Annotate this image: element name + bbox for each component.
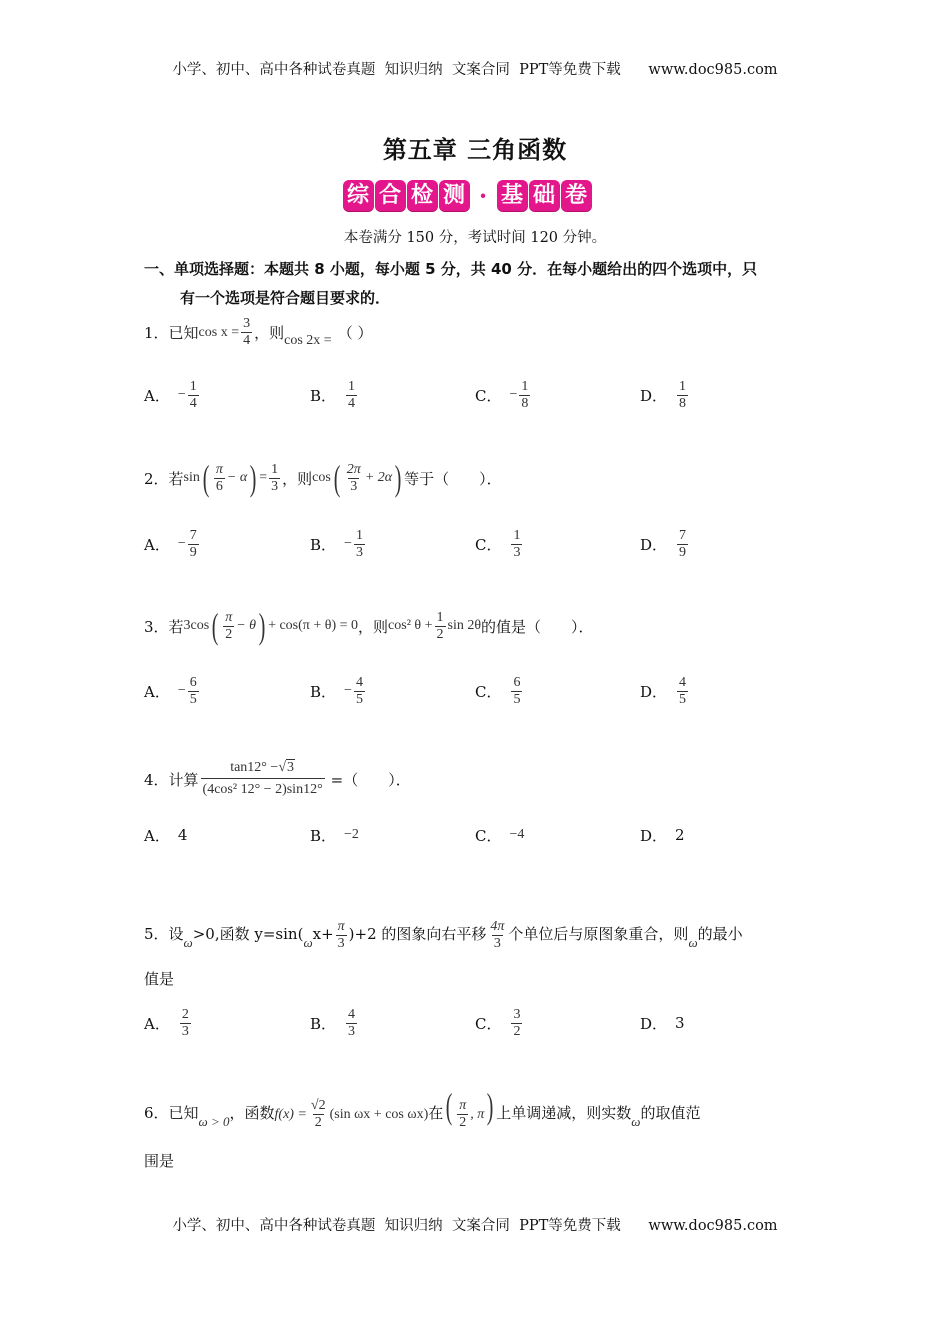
q4-tan: tan12° −	[230, 760, 279, 775]
option-label: D．	[640, 535, 668, 554]
q2-end: 等于（ ）．	[404, 469, 502, 488]
question-1	[144, 316, 372, 349]
q4-option-a[interactable]	[144, 812, 187, 858]
q3-option-c[interactable]	[475, 668, 524, 714]
paren-open: (	[333, 458, 341, 498]
q3-mid: ，则	[358, 617, 389, 636]
option-label: C．	[475, 535, 502, 554]
frac-den: 5	[679, 691, 687, 707]
frac-den: 9	[679, 544, 687, 560]
option-frac	[511, 675, 522, 708]
option-label: C．	[475, 826, 502, 845]
option-value: −4	[509, 827, 525, 842]
q2-sin: sin	[183, 470, 200, 485]
option-frac	[511, 1007, 522, 1040]
q6-sqrt2-over-2	[309, 1098, 328, 1131]
omega: ω	[303, 935, 313, 950]
frac-den: (4cos² 12° − 2)sin12°	[201, 778, 325, 801]
q6-text-3: 上单调递减，则实数	[496, 1104, 632, 1122]
option-label: A．	[144, 826, 170, 845]
frac-den: 3	[348, 1023, 356, 1039]
q2-option-d[interactable]	[640, 521, 690, 567]
paren-open: (	[445, 1086, 453, 1126]
option-value: 3	[675, 1014, 685, 1032]
frac-num: 1	[513, 527, 521, 543]
frac-num: 4	[679, 674, 687, 690]
q6-pi-over-2	[457, 1098, 468, 1131]
q3-options	[144, 668, 824, 714]
frac-num: 7	[189, 527, 197, 543]
q5-option-d[interactable]	[640, 1000, 685, 1046]
q3-pi-over-2	[223, 610, 234, 643]
option-label: C．	[475, 1014, 502, 1033]
banner-char: 检	[407, 180, 438, 211]
option-label: D．	[640, 1014, 668, 1033]
q6-text-1: ，函数	[229, 1104, 275, 1122]
frac-den: 3	[493, 935, 501, 951]
option-frac	[188, 528, 199, 561]
q4-end: =（ ）．	[330, 771, 411, 789]
option-sign: −	[509, 387, 518, 402]
q2-2pi-over-3	[345, 462, 363, 495]
q4-option-c[interactable]	[475, 812, 524, 858]
banner-char: 卷	[561, 180, 592, 211]
q5-lead: 5．设	[144, 925, 184, 943]
q6-condition: ω > 0	[198, 1114, 230, 1129]
option-frac	[188, 675, 199, 708]
q5-option-a[interactable]	[144, 1000, 193, 1046]
option-frac	[354, 675, 365, 708]
q5-text-5: 的最小	[697, 925, 743, 943]
q2-options	[144, 521, 824, 567]
frac-num: π	[215, 461, 223, 477]
question-4	[144, 758, 411, 801]
option-value: 4	[177, 826, 188, 844]
option-sign: −	[177, 536, 186, 551]
option-frac	[677, 675, 688, 708]
q3-half	[435, 610, 446, 643]
option-label: B．	[310, 682, 337, 701]
q6-text-2: 在	[428, 1104, 444, 1122]
paren-close: )	[258, 606, 266, 646]
q3-cos2: cos² θ +	[388, 618, 433, 633]
option-sign: −	[177, 683, 186, 698]
q3-option-d[interactable]	[640, 668, 690, 714]
frac-num: 6	[513, 674, 521, 690]
sqrt-sign: √	[278, 760, 286, 775]
frac-num: 3	[243, 316, 251, 331]
page-footer: 小学、初中、高中各种试卷真题 知识归纳 文案合同 PPT等免费下载 www.doc985.com	[172, 1218, 778, 1234]
q5-text-2: x+	[312, 925, 334, 943]
paren-open: (	[202, 458, 210, 498]
q4-lead: 4．计算	[144, 771, 199, 789]
question-2	[144, 460, 502, 496]
option-label: A．	[144, 682, 170, 701]
option-frac	[354, 528, 365, 561]
q3-option-a[interactable]	[144, 668, 201, 714]
frac-den: 9	[189, 544, 197, 560]
option-label: A．	[144, 535, 170, 554]
paren-close: )	[394, 458, 402, 498]
frac-den: 6	[215, 478, 223, 494]
q4-option-b[interactable]	[310, 812, 359, 858]
frac-den: 3	[513, 544, 521, 560]
banner	[342, 176, 592, 214]
q1-option-a[interactable]	[144, 372, 201, 418]
frac-num: 7	[679, 527, 687, 543]
q6-interval-end: , π	[470, 1107, 485, 1122]
q2-option-b[interactable]	[310, 521, 367, 567]
frac-den: 3	[181, 1023, 189, 1039]
frac-num: 4	[348, 1006, 356, 1022]
q6-fx: f(x) =	[274, 1107, 307, 1122]
frac-den: 5	[513, 691, 521, 707]
q1-given-lhs: cos x =	[198, 324, 240, 340]
option-frac	[677, 528, 688, 561]
banner-char: 基	[497, 180, 528, 211]
frac-den: 4	[243, 333, 251, 348]
q2-one-third	[269, 462, 280, 495]
q3-lead: 3．若	[144, 617, 184, 636]
q2-pi-over-6	[214, 462, 225, 495]
q1-blank: （ ）	[337, 324, 373, 342]
page-title: 第五章 三角函数	[382, 136, 568, 164]
omega: ω	[688, 935, 698, 950]
frac-num: 2	[181, 1006, 189, 1022]
q1-option-b[interactable]	[310, 372, 359, 418]
q5-text-6: 值是	[144, 970, 175, 988]
q2-cos: cos	[312, 470, 331, 485]
frac-den: 2	[225, 626, 233, 642]
frac-den: 5	[189, 691, 197, 707]
frac-num: 1	[521, 378, 529, 394]
banner-dot: ·	[478, 180, 488, 210]
section-line-1: 一、单项选择题：本题共 8 小题，每小题 5 分，共 40 分．在每小题给出的四个选项中，只	[144, 260, 758, 278]
option-label: D．	[640, 826, 668, 845]
frac-den: 4	[189, 395, 197, 411]
frac-num: 6	[189, 674, 197, 690]
option-frac	[677, 379, 688, 412]
q2-mid: ，则	[282, 469, 313, 488]
frac-num: 4	[355, 674, 363, 690]
banner-char: 综	[343, 180, 374, 211]
option-label: D．	[640, 386, 668, 405]
q1-lead: 1．已知	[144, 324, 199, 342]
frac-den: 3	[355, 544, 363, 560]
option-label: C．	[475, 386, 502, 405]
q3-end: 的值是（ ）．	[481, 617, 594, 636]
option-frac	[188, 379, 199, 412]
frac-num: 2π	[346, 461, 361, 477]
option-frac	[519, 379, 530, 412]
frac-den: 2	[314, 1114, 322, 1130]
section-line-2: 有一个选项是符合题目要求的．	[180, 289, 391, 307]
option-frac	[346, 1007, 357, 1040]
frac-den: 3	[337, 935, 345, 951]
frac-den: 8	[679, 395, 687, 411]
q6-text-4: 的取值范	[640, 1104, 701, 1122]
q6-body: (sin ωx + cos ωx)	[329, 1107, 429, 1122]
frac-num	[228, 758, 297, 778]
q5-options	[144, 1000, 824, 1046]
q5-text-3: )+2 的图象向右平移	[348, 925, 487, 943]
sqrt-arg: 3	[287, 760, 294, 775]
q4-expression	[201, 758, 325, 801]
page-header: 小学、初中、高中各种试卷真题 知识归纳 文案合同 PPT等免费下载 www.doc985.com	[172, 62, 778, 78]
q1-given-frac	[241, 316, 252, 349]
omega: ω	[631, 1114, 641, 1129]
option-label: A．	[144, 1014, 170, 1033]
q2-lead: 2．若	[144, 469, 184, 488]
q2-option-a[interactable]	[144, 521, 201, 567]
q1-mid: ，则	[254, 324, 285, 342]
frac-num: 1	[436, 609, 444, 625]
option-label: D．	[640, 682, 668, 701]
q6-text-5: 围是	[144, 1152, 175, 1170]
question-3	[144, 608, 594, 644]
banner-char: 础	[529, 180, 560, 211]
q4-option-d[interactable]	[640, 812, 685, 858]
exam-notice: 本卷满分 150 分，考试时间 120 分钟。	[343, 230, 607, 246]
frac-num: 1	[189, 378, 197, 394]
frac-num: 1	[679, 378, 687, 394]
q3-minus-theta: − θ	[236, 618, 257, 633]
frac-num: π	[337, 918, 345, 934]
option-sign: −	[344, 536, 352, 551]
option-label: B．	[310, 386, 337, 405]
q1-options	[144, 372, 824, 418]
paren-close: )	[249, 458, 257, 498]
option-label: B．	[310, 1014, 337, 1033]
q1-target: cos 2x =	[284, 332, 332, 348]
question-6	[144, 1088, 804, 1184]
frac-den: 3	[271, 478, 279, 494]
frac-den: 2	[459, 1114, 467, 1130]
banner-char: 合	[375, 180, 406, 211]
option-frac	[511, 528, 522, 561]
option-value: 2	[675, 826, 685, 844]
frac-num: 1	[348, 378, 356, 394]
option-label: C．	[475, 682, 502, 701]
q1-option-c[interactable]	[475, 372, 532, 418]
frac-num: 1	[355, 527, 363, 543]
option-label: A．	[144, 386, 170, 405]
q3-3cos: 3cos	[183, 618, 210, 633]
q5-option-b[interactable]	[310, 1000, 359, 1046]
q2-minus-alpha: − α	[226, 470, 248, 485]
frac-num: π	[225, 609, 233, 625]
frac-num: √2	[310, 1097, 326, 1113]
option-label: B．	[310, 535, 337, 554]
frac-den: 3	[350, 478, 358, 494]
omega: ω	[183, 935, 193, 950]
q1-option-d[interactable]	[640, 372, 690, 418]
q2-eq: =	[259, 470, 268, 485]
q6-lead: 6．已知	[144, 1104, 199, 1122]
paren-open: (	[211, 606, 219, 646]
q5-option-c[interactable]	[475, 1000, 524, 1046]
section-heading	[144, 255, 814, 313]
question-5	[144, 912, 804, 1001]
frac-num: 1	[271, 461, 279, 477]
banner-char: 测	[439, 180, 470, 211]
paren-close: )	[486, 1086, 494, 1126]
frac-den: 2	[513, 1023, 521, 1039]
q3-sin2theta: sin 2θ	[447, 618, 482, 633]
frac-den: 4	[348, 395, 356, 411]
q2-plus-2alpha: + 2α	[364, 470, 393, 485]
q5-pi-over-3	[336, 919, 347, 952]
q3-eq-part: + cos(π + θ) = 0	[268, 618, 359, 633]
q2-option-c[interactable]	[475, 521, 524, 567]
q5-text-1: >0,函数 y=sin(	[192, 925, 304, 943]
q3-option-b[interactable]	[310, 668, 367, 714]
q5-4pi-over-3	[488, 919, 506, 952]
frac-num: 3	[513, 1006, 521, 1022]
option-sign: −	[344, 683, 352, 698]
option-frac	[180, 1007, 191, 1040]
option-value: −2	[344, 827, 359, 842]
q4-options	[144, 812, 824, 858]
option-label: B．	[310, 826, 337, 845]
frac-den: 5	[355, 691, 363, 707]
frac-num: 4π	[490, 918, 505, 934]
frac-den: 2	[436, 626, 444, 642]
option-frac	[346, 379, 357, 412]
frac-den: 8	[521, 395, 529, 411]
frac-num: π	[459, 1097, 467, 1113]
q5-text-4: 个单位后与原图象重合，则	[508, 925, 689, 943]
option-sign: −	[177, 387, 186, 402]
